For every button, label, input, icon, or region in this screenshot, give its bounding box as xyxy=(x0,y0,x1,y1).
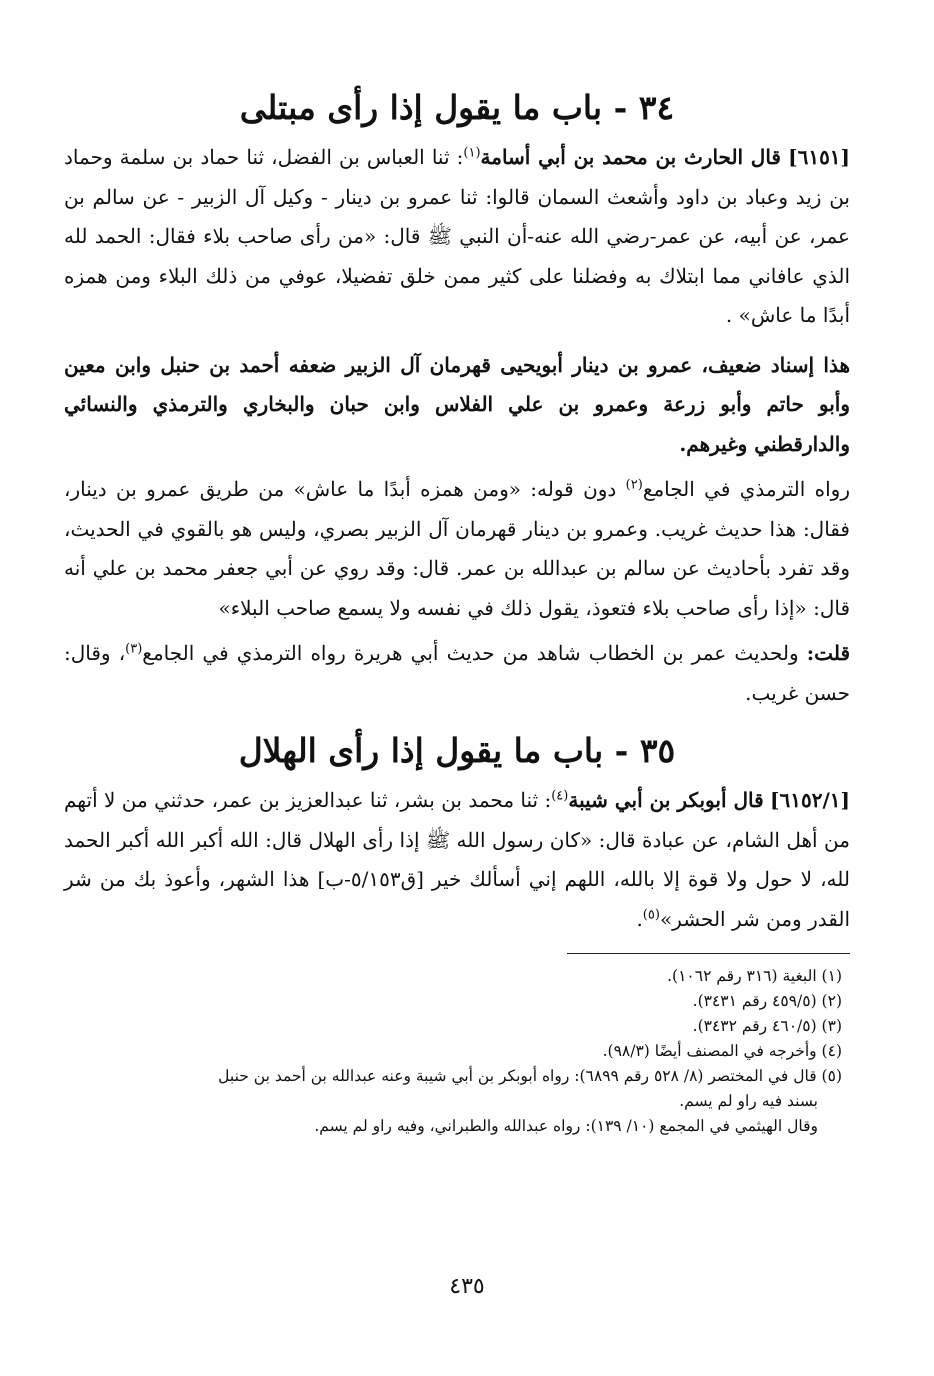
footnotes xyxy=(64,964,850,1139)
isnad-comment: هذا إسناد ضعيف، عمرو بن دينار أبويحيى قهرمان آل الزبير ضعفه أحمد بن حنبل وابن معين وأبو حاتم وأبو زرعة وعمرو بن علي الفلاس وابن حبان والبخاري والترمذي والنسائي والدارقطني وغيرهم. xyxy=(64,352,850,456)
qultu-paragraph xyxy=(64,634,850,713)
tirmidhi-post: دون قوله: «ومن همزه أبدًا ما عاش» من طريق عمرو بن دينار، فقال: هذا حديث غريب. وعمرو بن دينار قهرمان آل الزبير بصري، وليس هو بالقوي في الحديث، وقد تفرد بأحاديث عن سالم بن عبدالله بن عمر. قال: وقد روي عن أبي جعفر محمد بن علي أنه قال: «إذا رأى صاحب بلاء فتعوذ، يقول ذلك في نفسه ولا يسمع صاحب البلاء» xyxy=(64,477,850,620)
qultu-pre: ولحديث عمر بن الخطاب شاهد من حديث أبي هريرة رواه الترمذي في الجامع xyxy=(142,641,807,665)
tirmidhi-paragraph xyxy=(64,470,850,628)
hadith-text: : ثنا محمد بن بشر، ثنا عبدالعزيز بن عمر، حدثني من لا أتهم من أهل الشام، عن عبادة قال: «كان رسول الله ﷺ إذا رأى الهلال قال: الله أكبر الله أكبر الحمد لله، لا حول ولا قوة إلا بالله، اللهم إني أسألك خير [ق٥/١٥٣-ب] هذا الشهر، وأعوذ بك من شر القدر ومن شر الحشر» xyxy=(64,788,850,931)
hadith-6152 xyxy=(64,781,850,939)
hadith-end: . xyxy=(636,906,643,931)
chapter-35-title: ٣٥ - باب ما يقول إذا رأى الهلال xyxy=(238,731,676,770)
tirmidhi-pre: رواه الترمذي في الجامع xyxy=(642,477,850,501)
footnote-5-continuation: بسند فيه راو لم يسم. xyxy=(679,1092,818,1110)
hadith-6151 xyxy=(64,138,850,336)
qultu-post: ، وقال: حسن غريب. xyxy=(64,641,850,705)
hadith-leadin: قال أبوبكر بن أبي شيبة xyxy=(568,788,764,812)
footnote-ref-5[interactable]: (٥) xyxy=(642,906,660,922)
footnote-5-haythami: وقال الهيثمي في المجمع (١٠/ ١٣٩): رواه عبدالله والطبراني، وفيه راو لم يسم. xyxy=(314,1117,818,1135)
footnote-divider xyxy=(567,953,850,954)
footnote-3: (٣) (٤٦٠/٥ رقم ٣٤٣٢). xyxy=(692,1017,842,1035)
hadith-leadin: قال الحارث بن محمد بن أبي أسامة xyxy=(480,145,781,169)
chapter-34-title: ٣٤ - باب ما يقول إذا رأى مبتلى xyxy=(239,88,675,127)
footnote-5: (٥) قال في المختصر (٨/ ٥٢٨ رقم ٦٨٩٩): رواه أبوبكر بن أبي شيبة وعنه عبدالله بن أحمد بن حنبل xyxy=(218,1067,842,1085)
footnote-4: (٤) وأخرجه في المصنف أيضًا (٩٨/٣). xyxy=(602,1042,842,1060)
hadith-number: [٦١٥١] xyxy=(788,145,851,169)
page-number: ٤٣٥ xyxy=(449,1274,485,1299)
qultu-label: قلت: xyxy=(806,641,850,665)
book-page xyxy=(64,88,850,1376)
hadith-text: : ثنا العباس بن الفضل، ثنا حماد بن سلمة وحماد بن زيد وعباد بن داود وأشعث السمان قالوا: ثنا عمرو بن دينار - وكيل آل الزبير - عن سالم بن عمر، عن أبيه، عن عمر-رضي الله عنه-أن النبي ﷺ قال: «من رأى صاحب بلاء فقال: الحمد لله الذي عافاني مما ابتلاك به وفضلنا على كثير ممن خلق تفضيلا، عوفي من ذلك البلاء ومن همزه أبدًا ما عاش» . xyxy=(64,145,850,327)
footnote-ref-3[interactable]: (٣) xyxy=(125,641,143,657)
footnote-2: (٢) (٤٥٩/٥ رقم ٣٤٣١). xyxy=(692,992,842,1010)
footnote-1: (١) البغية (٣١٦ رقم ١٠٦٢). xyxy=(667,967,842,985)
footnote-ref-1[interactable]: (١) xyxy=(463,145,481,161)
footnote-ref-2[interactable]: (٢) xyxy=(625,477,643,493)
footnote-ref-4[interactable]: (٤) xyxy=(551,788,569,804)
hadith-number: [٦١٥٢/١] xyxy=(770,788,850,812)
